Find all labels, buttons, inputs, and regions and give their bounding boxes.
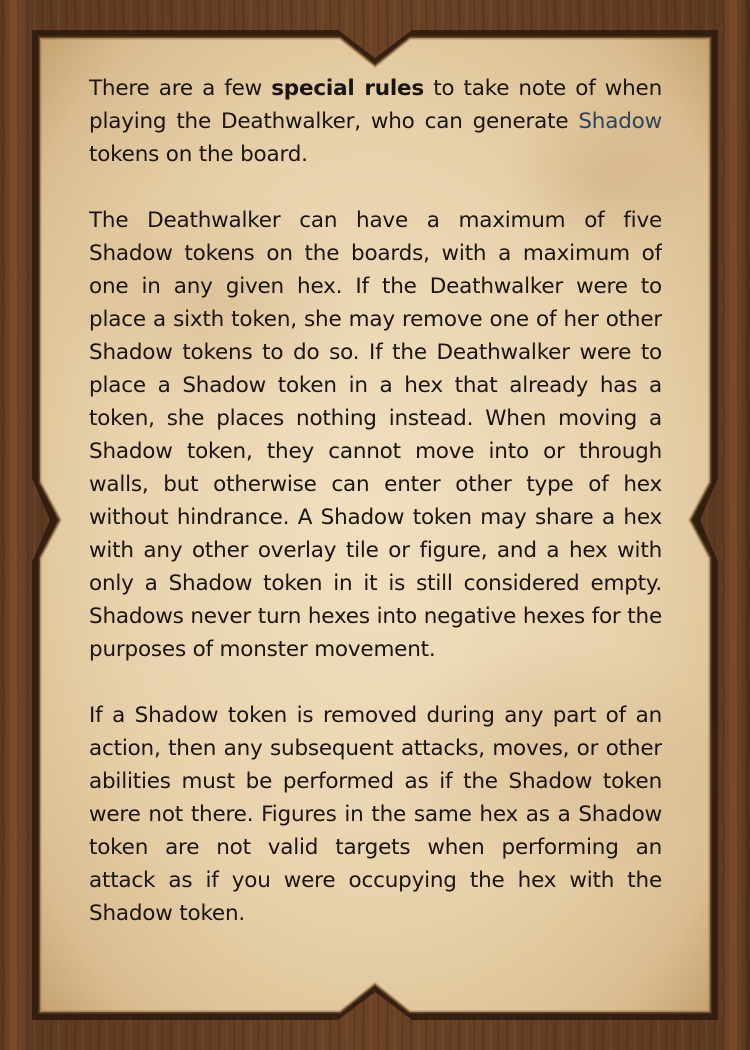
intro-ending: tokens on the board. <box>89 142 308 167</box>
intro-text: There are a few <box>89 76 272 101</box>
shadow-keyword: Shadow <box>578 109 662 134</box>
special-rules-emphasis: special rules <box>271 76 425 101</box>
paragraph-shadow-limits: The Deathwalker can have a maximum of five Shadow tokens on the boards, with a maximum of one in any given hex. If the Deathwalker were to place a sixth token, she may remove one of her other Shadow tokens to do so. If the Deathwalker were to place a Shadow token in a hex that already has a token, she places nothing instead. When moving a Shadow token, they cannot move into or through walls, but otherwise can enter other type of hex without hindrance. A Shadow token may share a hex with any other overlay tile or figure, and a hex with only a Shadow token in it is still considered empty. Shadows never turn hexes into negative hexes for the purposes of monster movement. <box>89 208 662 662</box>
paragraph-special-rules <box>89 72 662 171</box>
paragraph-shadow-removal: If a Shadow token is removed during any part of an action, then any subsequent attacks, moves, or other abilities must be performed as if the Shadow token were not there. Figures in the same hex as a Shadow token are not valid targets when performing an attack as if you were occupying the hex with the Shadow token. <box>89 703 662 926</box>
intro-continuation: to take note of when playing the Deathwalker, who can generate <box>89 76 662 134</box>
rules-text <box>89 72 662 982</box>
